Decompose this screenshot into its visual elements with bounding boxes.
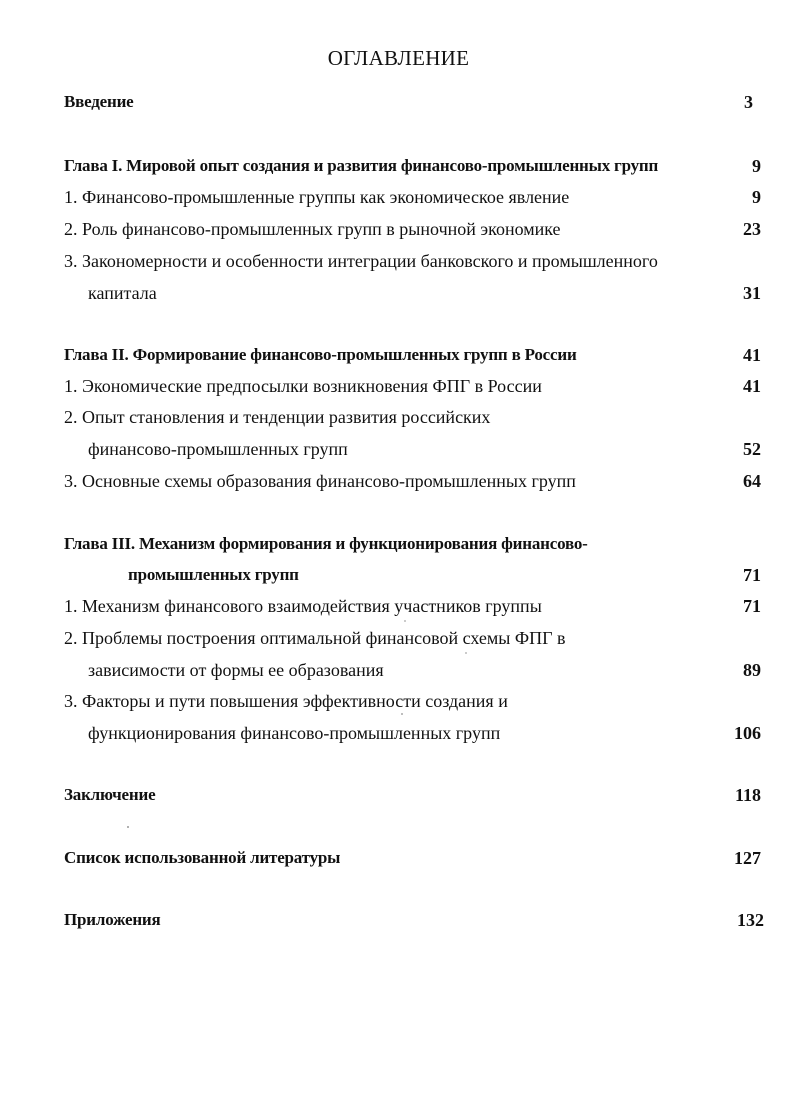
toc-page-intro: 3 [744,92,753,112]
toc-page-ch3-s1: 71 [743,596,761,616]
toc-section-1-2: 2. Роль финансово-промышленных групп в рыночной экономике [64,219,561,239]
toc-page-ch1-s3: 31 [743,283,761,303]
toc-page-ch2-s3: 64 [743,471,761,491]
toc-section-2-2-line1: 2. Опыт становления и тенденции развития российских [64,407,491,427]
toc-section-2-2-line2: финансово-промышленных групп [88,439,348,459]
scan-speck [404,620,406,622]
toc-entry-appendices: Приложения [64,910,161,929]
toc-entry-intro: Введение [64,92,134,111]
toc-page-references: 127 [734,848,761,868]
toc-page-ch2: 41 [743,345,761,365]
toc-chapter-3-line2: промышленных групп [128,565,299,584]
toc-entry-conclusion: Заключение [64,785,156,804]
toc-section-1-1: 1. Финансово-промышленные группы как экономическое явление [64,187,570,207]
page-title: ОГЛАВЛЕНИЕ [327,46,470,70]
toc-page-ch1: 9 [752,156,761,176]
toc-section-3-3-line2: функционирования финансово-промышленных групп [88,723,501,743]
toc-entry-references: Список использованной литературы [64,848,341,867]
toc-section-3-1: 1. Механизм финансового взаимодействия участников группы [64,596,542,616]
toc-section-2-3: 3. Основные схемы образования финансово-промышленных групп [64,471,576,491]
toc-page-ch3-s2: 89 [743,660,761,680]
toc-page-ch3: 71 [743,565,761,585]
toc-section-3-2-line1: 2. Проблемы построения оптимальной финансовой схемы ФПГ в [64,628,566,648]
toc-chapter-2: Глава II. Формирование финансово-промышленных групп в России [64,345,577,364]
toc-page-conclusion: 118 [734,785,761,805]
toc-section-3-3-line1: 3. Факторы и пути повышения эффективности создания и [64,691,508,711]
scan-speck [401,713,403,715]
toc-page-ch2-s1: 41 [743,376,761,396]
toc-section-2-1: 1. Экономические предпосылки возникновения ФПГ в России [64,376,542,396]
scan-speck [127,826,129,828]
toc-chapter-1: Глава I. Мировой опыт создания и развития финансово-промышленных групп [64,156,659,175]
toc-page-ch1-s2: 23 [743,219,761,239]
scan-speck [465,652,467,654]
toc-page-ch2-s2: 52 [743,439,761,459]
toc-chapter-3-line1: Глава III. Механизм формирования и функционирования финансово- [64,534,588,553]
toc-section-1-3-line2: капитала [88,283,157,303]
toc-section-1-3-line1: 3. Закономерности и особенности интеграции банковского и промышленного [64,251,658,271]
toc-page-appendices: 132 [737,910,764,930]
toc-page-ch3-s3: 106 [734,723,761,743]
toc-page-ch1-s1: 9 [752,187,761,207]
toc-section-3-2-line2: зависимости от формы ее образования [88,660,384,680]
